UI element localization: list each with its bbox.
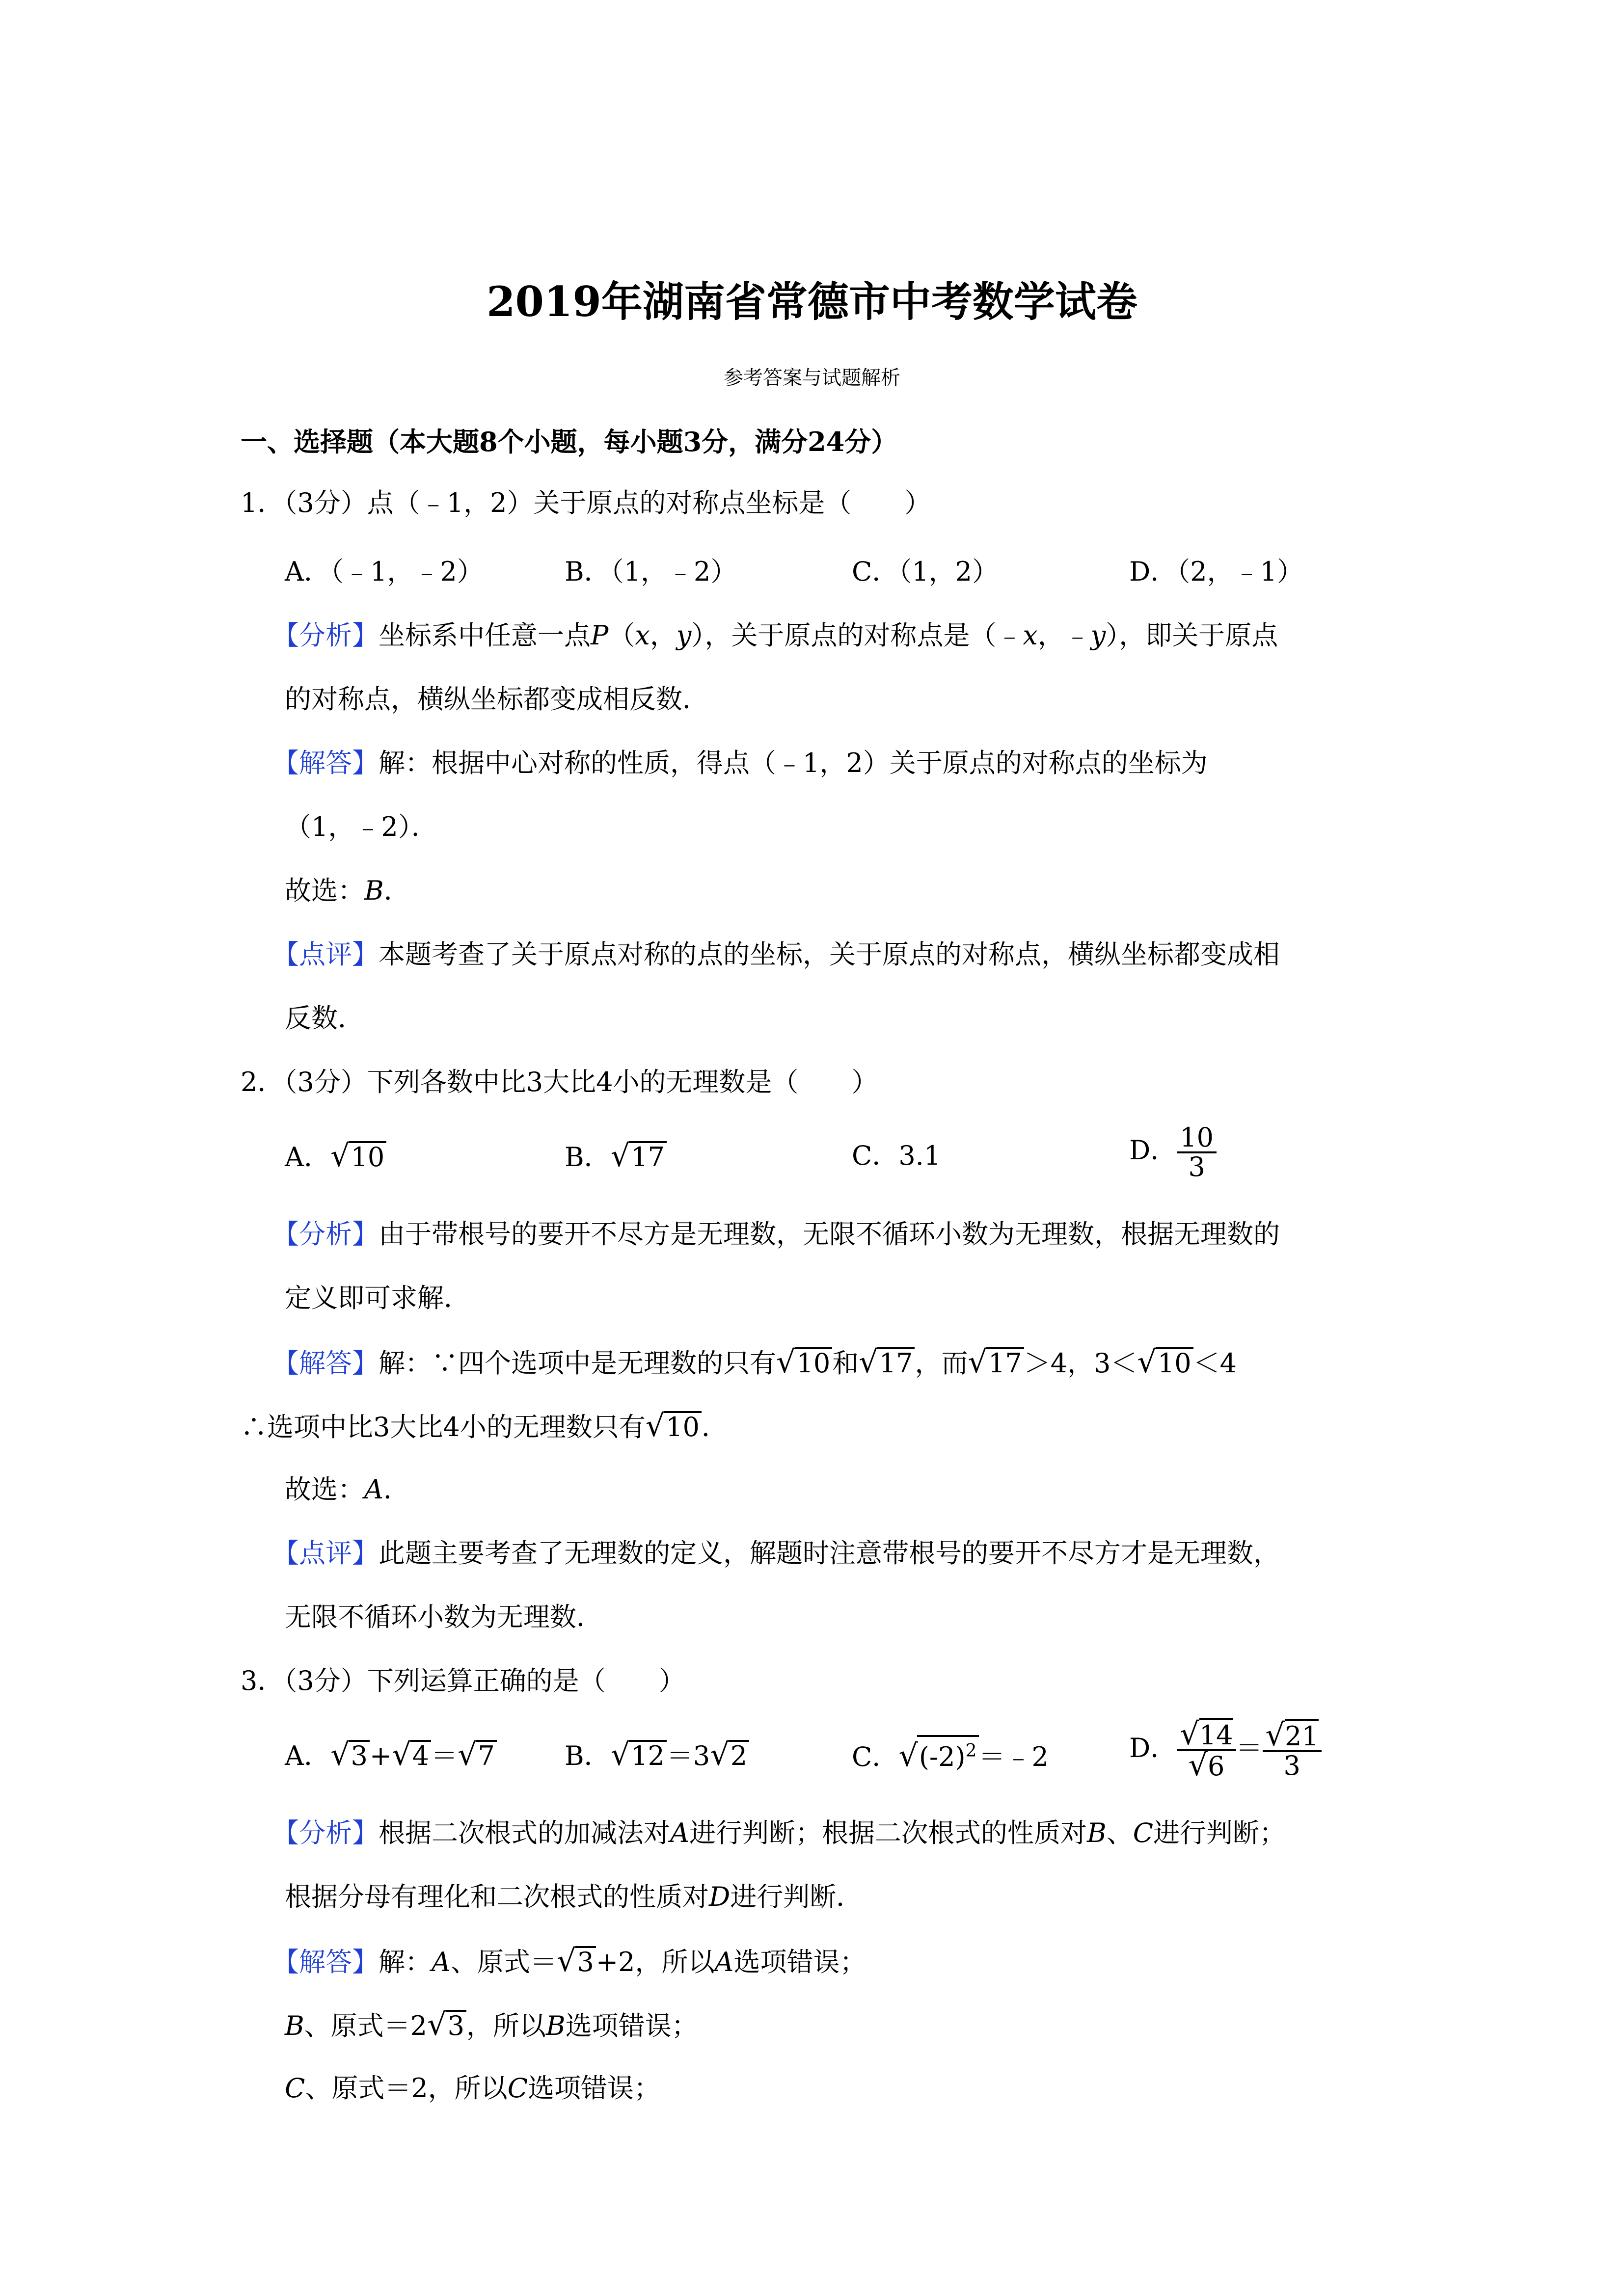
radicand: 14 — [1199, 1718, 1233, 1751]
sqrt-icon: √ — [1137, 1344, 1157, 1380]
text: 和 — [832, 1348, 859, 1379]
text: A — [432, 1947, 451, 1977]
q3-option-d — [1129, 1716, 1322, 1783]
text: 根据分母有理化和二次根式的性质对 — [285, 1881, 709, 1912]
text: 故选： — [285, 1474, 364, 1505]
q2-option-b — [565, 1136, 667, 1177]
fraction — [1263, 1716, 1322, 1781]
radicand: 3 — [446, 2010, 466, 2040]
text: ＞4，3＜ — [1024, 1348, 1137, 1379]
q1-option-c: C．（1，2） — [852, 556, 999, 587]
text: A． — [285, 1740, 330, 1771]
q3-analysis-line-2 — [285, 1877, 863, 1917]
q3-option-a — [285, 1735, 497, 1776]
text: ． — [383, 1474, 410, 1505]
text: ＝3 — [666, 1740, 710, 1771]
sqrt-icon: √ — [1180, 1716, 1199, 1752]
answer: B — [364, 875, 384, 906]
q1-solution-line-2: （1，﹣2）． — [285, 811, 438, 842]
q3-solution-line-2 — [285, 2005, 698, 2046]
sqrt-icon: √ — [710, 1736, 730, 1772]
q1-option-a: A．（﹣1，﹣2） — [285, 556, 484, 587]
q2-solution-line-1 — [272, 1342, 1237, 1383]
radicand: 2 — [729, 1740, 749, 1770]
page-title: 2019年湖南省常德市中考数学试卷 — [487, 277, 1137, 326]
page-subtitle: 参考答案与试题解析 — [724, 367, 900, 389]
text: ，所以 — [466, 2010, 546, 2041]
q2-option-c: C．3.1 — [852, 1140, 941, 1171]
text: ＝ — [431, 1740, 458, 1771]
text: (-2) — [919, 1741, 966, 1772]
text: 进行判断； — [1153, 1817, 1286, 1848]
text: D． — [1129, 1733, 1177, 1763]
q3-option-c — [852, 1735, 1049, 1777]
text: y — [676, 620, 692, 651]
radicand: 17 — [877, 1347, 915, 1378]
analysis-tag: 【分析】 — [272, 1817, 379, 1848]
text: 进行判断． — [730, 1881, 863, 1912]
sqrt-icon: √ — [645, 1408, 665, 1443]
fraction — [1177, 1716, 1236, 1783]
q1-option-d: D．（2，﹣1） — [1129, 556, 1304, 587]
text: y — [1090, 620, 1106, 651]
q1-analysis-line-1 — [272, 616, 1278, 655]
text: C — [507, 2073, 528, 2104]
text: 此题主要考查了无理数的定义，解题时注意带根号的要开不尽方才是无理数， — [379, 1538, 1280, 1569]
q3-solution-line-1 — [272, 1941, 866, 1982]
text: ＜4 — [1193, 1348, 1237, 1379]
text: ），关于原点的对称点是（﹣ — [691, 620, 1023, 651]
denominator — [1177, 1747, 1236, 1783]
q1-option-b: B．（1，﹣2） — [565, 556, 737, 587]
text: +2，所以 — [595, 1947, 715, 1977]
text: ＝﹣2 — [978, 1741, 1049, 1772]
text: 选项错误； — [528, 2073, 661, 2104]
text: （ — [608, 620, 635, 651]
text: 根据二次根式的加减法对 — [379, 1817, 670, 1848]
sqrt-icon: √ — [330, 1138, 350, 1174]
text: 选项错误； — [565, 2010, 698, 2041]
text: C — [1133, 1817, 1154, 1848]
q2-option-a — [285, 1136, 386, 1177]
text: x — [635, 620, 650, 651]
fraction — [1177, 1124, 1217, 1181]
text: B． — [565, 1142, 611, 1173]
solution-tag: 【解答】 — [272, 1348, 379, 1379]
sqrt-icon: √ — [557, 1943, 576, 1978]
q2-option-d — [1129, 1124, 1217, 1181]
text: ＝ — [1236, 1733, 1263, 1763]
comment-tag: 【点评】 — [272, 939, 379, 970]
text: + — [369, 1740, 392, 1771]
text: ，﹣ — [1037, 620, 1091, 651]
text: A — [670, 1817, 689, 1848]
sqrt-icon: √ — [1188, 1747, 1208, 1783]
sqrt-icon: √ — [330, 1736, 350, 1772]
radicand: 10 — [664, 1411, 702, 1442]
comment-tag: 【点评】 — [272, 1538, 379, 1569]
question-2-stem: 2．（3分）下列各数中比3大比4小的无理数是（ ） — [241, 1067, 878, 1097]
text: D． — [1129, 1135, 1177, 1166]
text: 、 — [1106, 1817, 1133, 1848]
q2-analysis-line-2: 定义即可求解． — [285, 1282, 470, 1313]
sqrt-icon: √ — [392, 1736, 411, 1772]
answer: A — [364, 1474, 383, 1505]
text: ． — [701, 1412, 728, 1442]
text: 解：根据中心对称的性质，得点（﹣1，2）关于原点的对称点的坐标为 — [379, 748, 1208, 778]
text: C． — [852, 1741, 899, 1772]
analysis-tag: 【分析】 — [272, 1219, 379, 1250]
question-3-stem: 3．（3分）下列运算正确的是（ ） — [241, 1665, 685, 1696]
question-1-stem: 1．（3分）点（﹣1，2）关于原点的对称点坐标是（ ） — [241, 487, 931, 518]
q2-comment-line-1 — [272, 1534, 1280, 1573]
radicand: 6 — [1208, 1749, 1224, 1782]
q1-comment-line-1 — [272, 935, 1280, 974]
text: A． — [285, 1142, 330, 1173]
text: B． — [565, 1740, 611, 1771]
text: 解：∵四个选项中是无理数的只有 — [379, 1348, 776, 1379]
analysis-tag: 【分析】 — [272, 620, 379, 651]
q1-analysis-line-2: 的对称点，横纵坐标都变成相反数． — [285, 684, 709, 715]
text: 、原式＝2，所以 — [305, 2073, 508, 2104]
q1-choice — [285, 871, 410, 910]
text: ，而 — [915, 1348, 968, 1379]
radicand: 4 — [410, 1740, 431, 1770]
radicand: 21 — [1285, 1719, 1319, 1752]
radicand — [917, 1735, 979, 1771]
text: B — [285, 2010, 304, 2041]
text: D — [709, 1881, 731, 1912]
text: P — [591, 620, 609, 651]
sqrt-icon: √ — [427, 2006, 447, 2042]
sqrt-icon: √ — [610, 1736, 630, 1772]
text: ． — [383, 875, 410, 906]
exponent: 2 — [965, 1741, 977, 1761]
numerator: 10 — [1177, 1124, 1217, 1153]
text: C — [285, 2073, 305, 2104]
section-heading: 一、选择题（本大题8个小题，每小题3分，满分24分） — [241, 426, 898, 457]
text: 、原式＝2 — [304, 2010, 428, 2041]
text: 进行判断；根据二次根式的性质对 — [689, 1817, 1087, 1848]
sqrt-icon: √ — [1265, 1716, 1285, 1753]
sqrt-icon: √ — [968, 1344, 987, 1380]
radicand: 12 — [629, 1740, 667, 1770]
text: 坐标系中任意一点 — [379, 620, 591, 651]
sqrt-icon: √ — [776, 1344, 796, 1380]
q1-solution-line-1 — [272, 744, 1208, 783]
text: 故选： — [285, 875, 364, 906]
radicand: 7 — [476, 1740, 497, 1770]
text: ∴选项中比3大比4小的无理数只有 — [241, 1412, 646, 1442]
q2-comment-line-2: 无限不循环小数为无理数． — [285, 1602, 603, 1632]
text: A — [714, 1947, 734, 1977]
q2-choice — [285, 1470, 410, 1509]
sqrt-icon: √ — [610, 1138, 630, 1174]
text: ），即关于原点 — [1106, 620, 1278, 651]
q3-option-b — [565, 1735, 749, 1776]
radicand: 10 — [795, 1347, 833, 1378]
radicand: 3 — [349, 1740, 370, 1770]
q3-solution-line-3 — [285, 2069, 660, 2108]
numerator — [1263, 1716, 1322, 1753]
text: ， — [650, 620, 677, 651]
q2-analysis-line-1 — [272, 1215, 1280, 1254]
text: 由于带根号的要开不尽方是无理数，无限不循环小数为无理数，根据无理数的 — [379, 1219, 1280, 1250]
text: x — [1023, 620, 1038, 651]
sqrt-icon: √ — [898, 1737, 918, 1773]
q1-comment-line-2: 反数． — [285, 1003, 364, 1034]
sqrt-icon: √ — [859, 1344, 878, 1380]
solution-tag: 【解答】 — [272, 1947, 379, 1977]
solution-tag: 【解答】 — [272, 748, 379, 778]
radicand: 3 — [575, 1946, 596, 1976]
sqrt-icon: √ — [458, 1736, 477, 1772]
text: B — [1087, 1817, 1107, 1848]
q3-analysis-line-1 — [272, 1814, 1286, 1853]
q2-solution-line-2 — [241, 1406, 728, 1447]
text: 、原式＝ — [451, 1947, 557, 1977]
text: B — [545, 2010, 566, 2041]
radicand: 10 — [1156, 1347, 1193, 1378]
radicand: 17 — [629, 1141, 667, 1172]
radicand: 17 — [986, 1347, 1024, 1378]
denominator: 3 — [1188, 1151, 1205, 1182]
text: 本题考查了关于原点对称的点的坐标，关于原点的对称点，横纵坐标都变成相 — [379, 939, 1280, 970]
radicand: 10 — [349, 1141, 387, 1172]
text: 解： — [379, 1947, 432, 1977]
text: 选项错误； — [733, 1947, 866, 1977]
denominator: 3 — [1283, 1750, 1300, 1781]
